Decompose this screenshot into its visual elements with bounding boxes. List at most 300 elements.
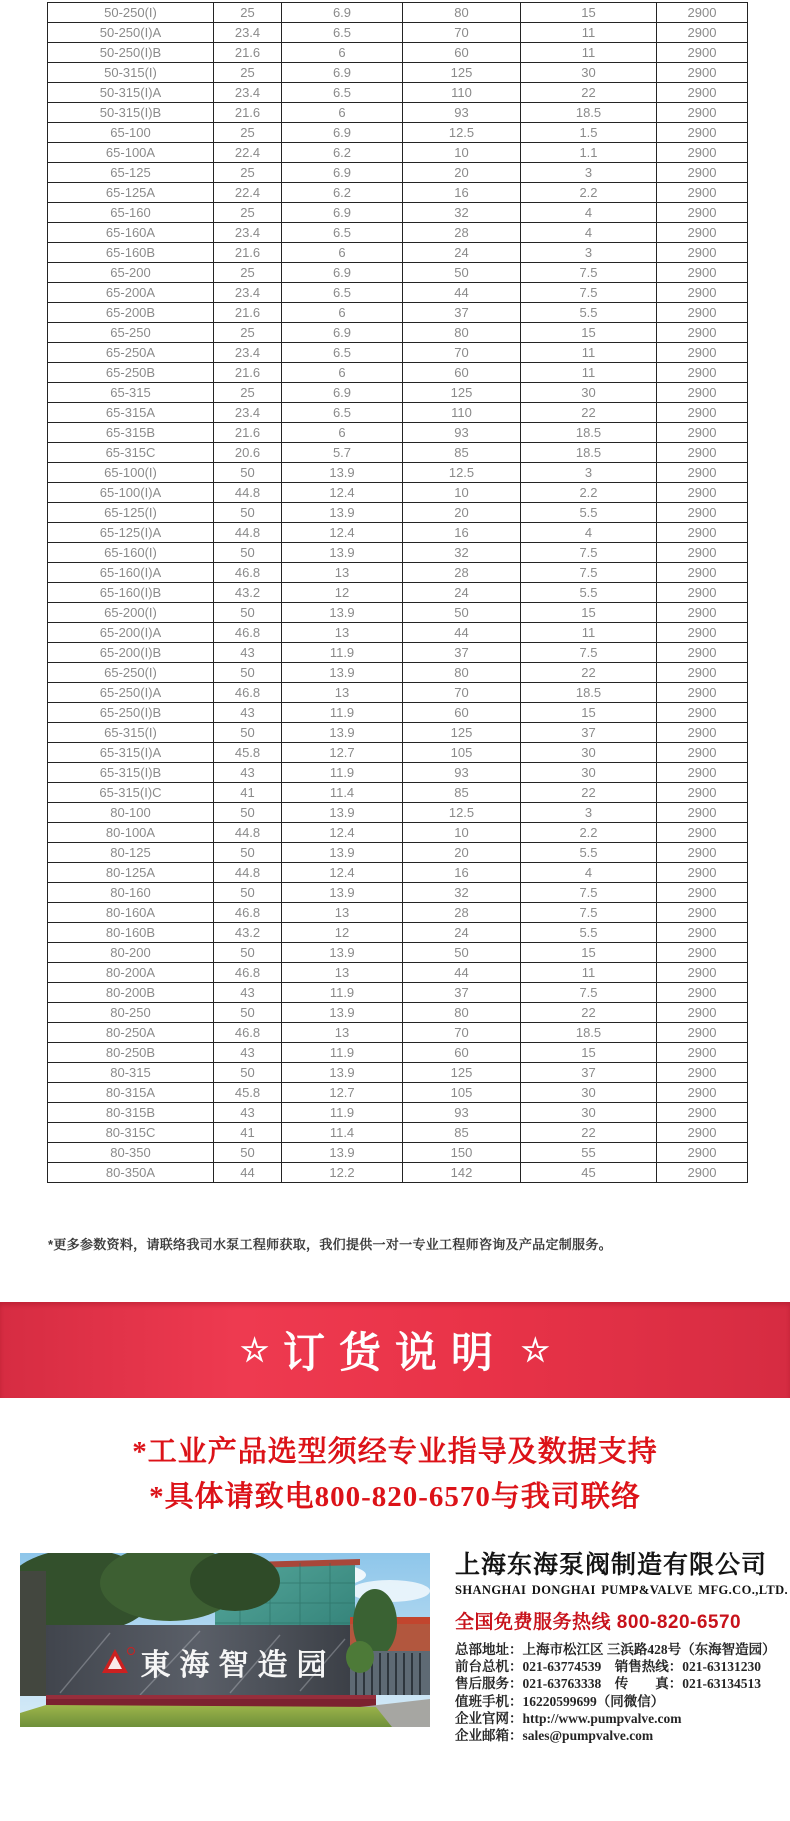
table-cell: 13.9 (282, 1143, 403, 1163)
table-cell: 6.5 (282, 403, 403, 423)
table-row (48, 943, 748, 963)
table-cell: 13.9 (282, 723, 403, 743)
table-cell: 142 (403, 1163, 521, 1183)
table-row (48, 103, 748, 123)
table-cell: 13 (282, 683, 403, 703)
table-cell: 5.5 (521, 843, 657, 863)
table-cell: 2900 (657, 903, 748, 923)
table-cell: 2900 (657, 763, 748, 783)
hotline-number: 800-820-6570 (616, 1612, 742, 1633)
table-cell: 2900 (657, 1023, 748, 1043)
table-cell: 25 (214, 263, 282, 283)
ordering-notice (0, 1430, 790, 1520)
table-row (48, 863, 748, 883)
table-row (48, 283, 748, 303)
table-row (48, 3, 748, 23)
table-cell: 110 (403, 403, 521, 423)
table-cell: 37 (403, 303, 521, 323)
table-cell: 21.6 (214, 243, 282, 263)
table-cell: 43 (214, 983, 282, 1003)
table-cell: 50 (214, 803, 282, 823)
table-cell: 6.2 (282, 183, 403, 203)
table-cell: 50 (214, 1143, 282, 1163)
table-cell: 15 (521, 1043, 657, 1063)
table-cell: 2900 (657, 1123, 748, 1143)
table-cell: 65-250B (48, 363, 214, 383)
banner-title: 订货说明 (282, 1329, 507, 1376)
photo-tree (190, 1553, 280, 1611)
table-row (48, 523, 748, 543)
table-cell: 65-160(I)B (48, 583, 214, 603)
table-cell: 6.9 (282, 63, 403, 83)
table-row (48, 783, 748, 803)
table-cell: 50 (214, 1003, 282, 1023)
table-cell: 80-350A (48, 1163, 214, 1183)
table-cell: 50 (214, 843, 282, 863)
table-cell: 3 (521, 463, 657, 483)
table-cell: 22 (521, 403, 657, 423)
table-row (48, 303, 748, 323)
table-cell: 80 (403, 3, 521, 23)
table-cell: 60 (403, 1043, 521, 1063)
table-cell: 65-200(I)B (48, 643, 214, 663)
table-cell: 46.8 (214, 1023, 282, 1043)
table-cell: 65-100A (48, 143, 214, 163)
table-cell: 21.6 (214, 423, 282, 443)
table-cell: 2900 (657, 483, 748, 503)
table-cell: 43.2 (214, 583, 282, 603)
table-row (48, 723, 748, 743)
table-cell: 20 (403, 163, 521, 183)
table-row (48, 323, 748, 343)
table-cell: 2.2 (521, 483, 657, 503)
table-cell: 18.5 (521, 423, 657, 443)
table-cell: 24 (403, 243, 521, 263)
table-cell: 23.4 (214, 403, 282, 423)
star-icon: ☆ (240, 1332, 269, 1368)
table-cell: 2900 (657, 283, 748, 303)
table-cell: 80-160B (48, 923, 214, 943)
table-cell: 50 (403, 943, 521, 963)
table-cell: 18.5 (521, 443, 657, 463)
table-cell: 23.4 (214, 343, 282, 363)
table-row (48, 923, 748, 943)
table-cell: 25 (214, 3, 282, 23)
table-row (48, 823, 748, 843)
table-cell: 80 (403, 323, 521, 343)
table-row (48, 883, 748, 903)
table-cell: 13 (282, 623, 403, 643)
table-cell: 12.4 (282, 483, 403, 503)
table-row (48, 703, 748, 723)
table-cell: 46.8 (214, 563, 282, 583)
table-cell: 6.9 (282, 203, 403, 223)
table-cell: 2900 (657, 963, 748, 983)
table-cell: 44.8 (214, 483, 282, 503)
table-cell: 50 (214, 883, 282, 903)
table-cell: 2900 (657, 683, 748, 703)
table-cell: 25 (214, 383, 282, 403)
table-cell: 65-200B (48, 303, 214, 323)
table-cell: 13 (282, 1023, 403, 1043)
table-cell: 13.9 (282, 543, 403, 563)
table-cell: 43 (214, 1043, 282, 1063)
table-row (48, 1083, 748, 1103)
table-cell: 2900 (657, 443, 748, 463)
table-cell: 80-250A (48, 1023, 214, 1043)
table-cell: 65-200(I)A (48, 623, 214, 643)
table-cell: 11.9 (282, 983, 403, 1003)
table-cell: 13 (282, 563, 403, 583)
table-cell: 50 (403, 263, 521, 283)
table-cell: 60 (403, 363, 521, 383)
table-cell: 5.5 (521, 503, 657, 523)
table-cell: 22 (521, 1003, 657, 1023)
table-cell: 70 (403, 1023, 521, 1043)
table-cell: 55 (521, 1143, 657, 1163)
table-cell: 2900 (657, 663, 748, 683)
table-cell: 30 (521, 743, 657, 763)
table-cell: 32 (403, 883, 521, 903)
table-cell: 2900 (657, 43, 748, 63)
table-cell: 24 (403, 583, 521, 603)
table-cell: 6.5 (282, 283, 403, 303)
table-cell: 85 (403, 1123, 521, 1143)
table-cell: 2900 (657, 563, 748, 583)
photo-left-structure (20, 1571, 46, 1696)
table-cell: 5.5 (521, 923, 657, 943)
table-row (48, 203, 748, 223)
table-cell: 2900 (657, 423, 748, 443)
table-cell: 50 (214, 463, 282, 483)
table-cell: 16 (403, 863, 521, 883)
table-cell: 65-125(I)A (48, 523, 214, 543)
table-row (48, 1063, 748, 1083)
table-cell: 43 (214, 1103, 282, 1123)
table-cell: 18.5 (521, 1023, 657, 1043)
table-cell: 50 (214, 943, 282, 963)
table-row (48, 1103, 748, 1123)
table-cell: 41 (214, 1123, 282, 1143)
table-cell: 11.9 (282, 703, 403, 723)
table-row (48, 1043, 748, 1063)
table-cell: 2900 (657, 723, 748, 743)
table-cell: 44.8 (214, 863, 282, 883)
table-cell: 125 (403, 1063, 521, 1083)
table-cell: 2900 (657, 343, 748, 363)
table-cell: 80-250 (48, 1003, 214, 1023)
table-cell: 10 (403, 823, 521, 843)
table-cell: 2900 (657, 1063, 748, 1083)
footnote: *更多参数资料，请联络我司水泵工程师获取，我们提供一对一专业工程师咨询及产品定制服务。 (48, 1237, 612, 1252)
table-cell: 65-160 (48, 203, 214, 223)
photo-shrub (346, 1641, 374, 1673)
table-cell: 25 (214, 323, 282, 343)
table-cell: 10 (403, 483, 521, 503)
table-cell: 6.2 (282, 143, 403, 163)
table-cell: 11 (521, 23, 657, 43)
table-cell: 2900 (657, 983, 748, 1003)
table-cell: 2900 (657, 743, 748, 763)
table-cell: 37 (521, 723, 657, 743)
table-row (48, 1003, 748, 1023)
table-row (48, 483, 748, 503)
table-cell: 65-160A (48, 223, 214, 243)
table-cell: 23.4 (214, 83, 282, 103)
table-cell: 125 (403, 63, 521, 83)
table-row (48, 383, 748, 403)
photo-lawn (20, 1705, 392, 1727)
table-cell: 50 (214, 543, 282, 563)
table-cell: 13.9 (282, 503, 403, 523)
table-cell: 12 (282, 923, 403, 943)
table-cell: 2900 (657, 883, 748, 903)
company-name: 上海东海泵阀制造有限公司 (455, 1551, 768, 1579)
table-cell: 13.9 (282, 803, 403, 823)
table-cell: 43.2 (214, 923, 282, 943)
table-cell: 2900 (657, 843, 748, 863)
table-cell: 20 (403, 503, 521, 523)
table-row (48, 83, 748, 103)
table-row (48, 1163, 748, 1183)
contact-line: 总部地址：上海市松江区 三浜路428号（东海智造园） (455, 1642, 776, 1657)
table-cell: 32 (403, 543, 521, 563)
table-cell: 10 (403, 143, 521, 163)
table-cell: 80 (403, 663, 521, 683)
table-cell: 2900 (657, 1043, 748, 1063)
table-cell: 6.9 (282, 323, 403, 343)
table-row (48, 503, 748, 523)
service-hotline (455, 1607, 775, 1634)
table-cell: 44 (403, 963, 521, 983)
table-cell: 2900 (657, 823, 748, 843)
table-cell: 6 (282, 303, 403, 323)
table-cell: 2900 (657, 143, 748, 163)
table-cell: 65-250(I)A (48, 683, 214, 703)
table-cell: 2900 (657, 463, 748, 483)
table-cell: 50 (214, 663, 282, 683)
table-cell: 4 (521, 223, 657, 243)
table-cell: 12.4 (282, 863, 403, 883)
table-cell: 12.7 (282, 1083, 403, 1103)
table-row (48, 663, 748, 683)
table-cell: 50 (214, 503, 282, 523)
table-cell: 80-315B (48, 1103, 214, 1123)
table-row (48, 443, 748, 463)
table-cell: 2900 (657, 383, 748, 403)
table-cell: 2900 (657, 63, 748, 83)
table-cell: 22 (521, 783, 657, 803)
hotline-label: 全国免费服务热线 (455, 1612, 612, 1633)
table-cell: 2900 (657, 503, 748, 523)
table-row (48, 903, 748, 923)
table-cell: 2900 (657, 323, 748, 343)
table-cell: 150 (403, 1143, 521, 1163)
table-cell: 80-315 (48, 1063, 214, 1083)
table-cell: 2900 (657, 783, 748, 803)
company-contacts (455, 1641, 775, 1744)
table-cell: 6.9 (282, 383, 403, 403)
table-cell: 43 (214, 643, 282, 663)
table-cell: 2900 (657, 923, 748, 943)
table-cell: 28 (403, 563, 521, 583)
campus-sign-text: 東海智造园 (140, 1649, 336, 1682)
campus-photo (20, 1553, 430, 1727)
company-name-en: SHANGHAI DONGHAI PUMP&VALVE MFG.CO.,LTD. (455, 1583, 789, 1597)
table-cell: 18.5 (521, 683, 657, 703)
table-cell: 2900 (657, 803, 748, 823)
table-cell: 11.9 (282, 643, 403, 663)
table-cell: 22.4 (214, 143, 282, 163)
table-cell: 4 (521, 863, 657, 883)
table-cell: 125 (403, 383, 521, 403)
table-cell: 65-200 (48, 263, 214, 283)
table-cell: 6.5 (282, 83, 403, 103)
table-cell: 65-125 (48, 163, 214, 183)
table-cell: 65-315B (48, 423, 214, 443)
table-cell: 13.9 (282, 1003, 403, 1023)
contact-line: 企业邮箱：sales@pumpvalve.com (455, 1728, 654, 1744)
table-cell: 13.9 (282, 463, 403, 483)
table-cell: 2900 (657, 83, 748, 103)
table-cell: 43 (214, 703, 282, 723)
table-cell: 65-315C (48, 443, 214, 463)
table-row (48, 963, 748, 983)
table-cell: 37 (521, 1063, 657, 1083)
table-cell: 45 (521, 1163, 657, 1183)
table-cell: 15 (521, 703, 657, 723)
table-cell: 2900 (657, 103, 748, 123)
table-cell: 25 (214, 163, 282, 183)
table-cell: 43 (214, 763, 282, 783)
table-cell: 80-100A (48, 823, 214, 843)
table-cell: 2900 (657, 943, 748, 963)
table-cell: 65-315(I)B (48, 763, 214, 783)
table-cell: 5.7 (282, 443, 403, 463)
table-cell: 2900 (657, 243, 748, 263)
table-cell: 60 (403, 703, 521, 723)
table-cell: 6.9 (282, 263, 403, 283)
table-cell: 2900 (657, 1083, 748, 1103)
table-cell: 7.5 (521, 263, 657, 283)
table-cell: 93 (403, 763, 521, 783)
table-cell: 80 (403, 1003, 521, 1023)
table-cell: 12.5 (403, 463, 521, 483)
table-cell: 65-160(I) (48, 543, 214, 563)
table-cell: 2900 (657, 183, 748, 203)
table-row (48, 763, 748, 783)
table-row (48, 463, 748, 483)
table-cell: 80-125 (48, 843, 214, 863)
table-cell: 44 (403, 283, 521, 303)
table-cell: 93 (403, 1103, 521, 1123)
table-cell: 11 (521, 623, 657, 643)
table-cell: 65-315(I)A (48, 743, 214, 763)
table-cell: 2900 (657, 603, 748, 623)
table-cell: 23.4 (214, 23, 282, 43)
table-cell: 6.9 (282, 163, 403, 183)
table-cell: 6 (282, 43, 403, 63)
table-cell: 32 (403, 203, 521, 223)
table-cell: 6.9 (282, 3, 403, 23)
table-cell: 41 (214, 783, 282, 803)
table-cell: 21.6 (214, 103, 282, 123)
table-cell: 13.9 (282, 843, 403, 863)
table-row (48, 843, 748, 863)
table-cell: 22 (521, 83, 657, 103)
notice-line-2: *具体请致电800-820-6570与我司联络 (149, 1481, 641, 1513)
table-cell: 2900 (657, 23, 748, 43)
table-cell: 50 (214, 723, 282, 743)
table-cell: 105 (403, 743, 521, 763)
table-cell: 80-200B (48, 983, 214, 1003)
table-cell: 6 (282, 103, 403, 123)
table-cell: 15 (521, 3, 657, 23)
table-cell: 13.9 (282, 943, 403, 963)
table-cell: 12.4 (282, 823, 403, 843)
table-cell: 65-100(I) (48, 463, 214, 483)
table-row (48, 343, 748, 363)
table-row (48, 983, 748, 1003)
table-cell: 11 (521, 343, 657, 363)
contact-line: 售后服务：021-63763338 传 真：021-63134513 (455, 1676, 761, 1692)
table-row (48, 1023, 748, 1043)
table-cell: 22 (521, 1123, 657, 1143)
table-row (48, 803, 748, 823)
table-body (48, 3, 748, 1183)
table-cell: 50-315(I)B (48, 103, 214, 123)
star-icon: ☆ (521, 1332, 550, 1368)
table-cell: 2900 (657, 543, 748, 563)
table-cell: 80-350 (48, 1143, 214, 1163)
table-cell: 50 (214, 603, 282, 623)
table-cell: 46.8 (214, 903, 282, 923)
table-cell: 20 (403, 843, 521, 863)
table-cell: 2900 (657, 1103, 748, 1123)
table-row (48, 183, 748, 203)
table-row (48, 63, 748, 83)
table-cell: 110 (403, 83, 521, 103)
table-cell: 6 (282, 363, 403, 383)
table-cell: 2900 (657, 303, 748, 323)
table-cell: 12.5 (403, 123, 521, 143)
table-cell: 2900 (657, 203, 748, 223)
table-cell: 5.5 (521, 303, 657, 323)
table-cell: 12 (282, 583, 403, 603)
table-cell: 6.9 (282, 123, 403, 143)
table-row (48, 743, 748, 763)
table-cell: 11.9 (282, 1103, 403, 1123)
table-row (48, 223, 748, 243)
table-cell: 50-315(I)A (48, 83, 214, 103)
ordering-banner (0, 1302, 790, 1398)
table-cell: 80-250B (48, 1043, 214, 1063)
table-cell: 2900 (657, 623, 748, 643)
table-row (48, 163, 748, 183)
table-cell: 65-125(I) (48, 503, 214, 523)
table-cell: 37 (403, 983, 521, 1003)
table-cell: 45.8 (214, 1083, 282, 1103)
table-cell: 2900 (657, 1163, 748, 1183)
table-cell: 85 (403, 443, 521, 463)
table-row (48, 403, 748, 423)
table-cell: 30 (521, 763, 657, 783)
table-row (48, 623, 748, 643)
table-cell: 28 (403, 223, 521, 243)
company-info (455, 1550, 789, 1744)
table-cell: 80-200 (48, 943, 214, 963)
table-cell: 28 (403, 903, 521, 923)
